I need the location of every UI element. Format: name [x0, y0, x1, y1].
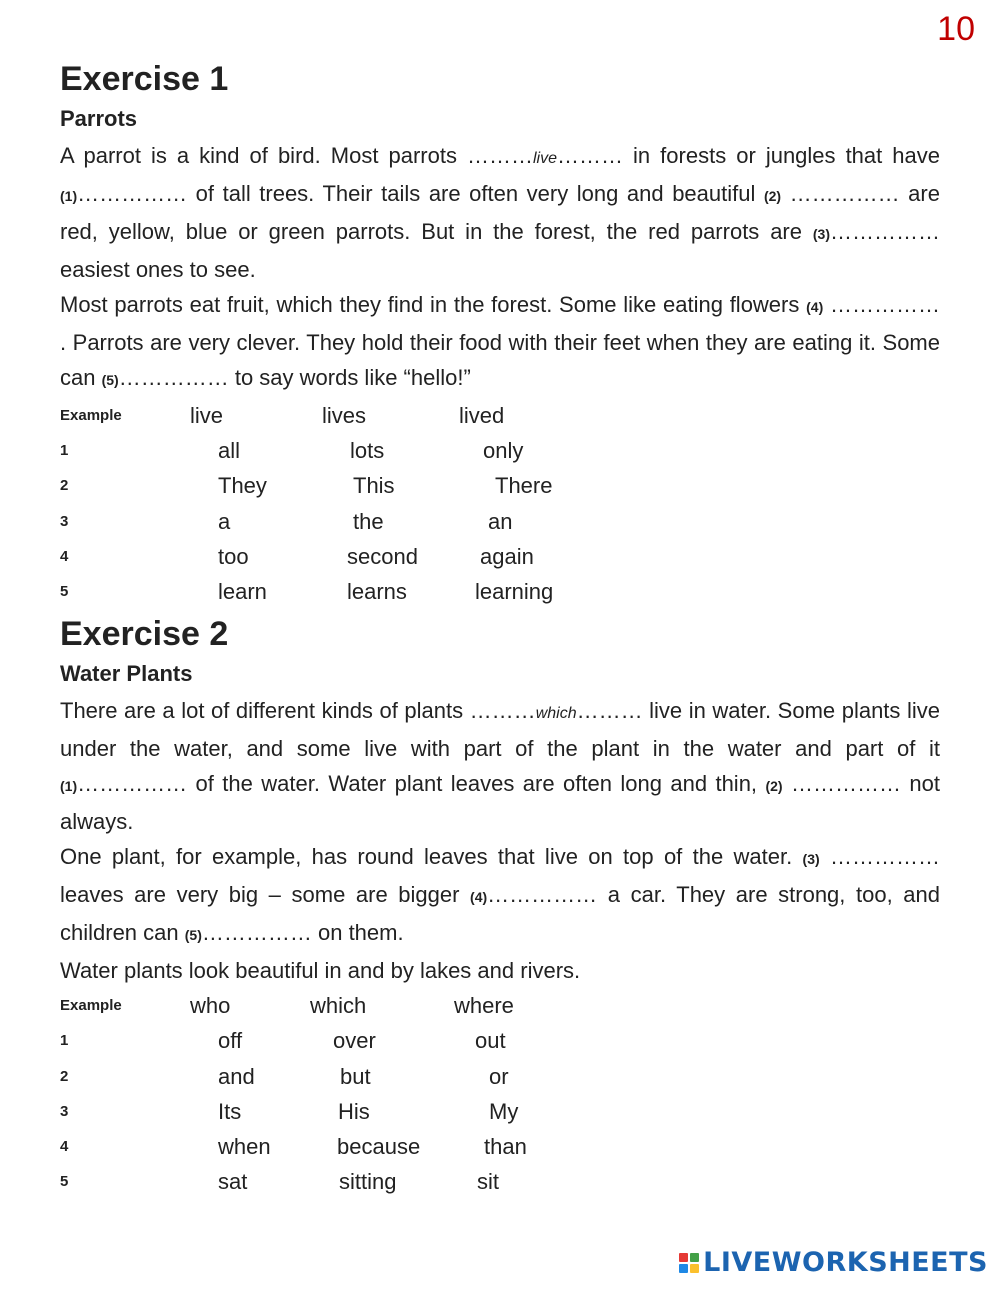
- option-c[interactable]: My: [489, 1098, 519, 1124]
- logo-square-green: [690, 1253, 699, 1262]
- option-b[interactable]: His: [338, 1098, 370, 1124]
- option-b[interactable]: because: [337, 1133, 421, 1159]
- option-c[interactable]: lived: [459, 403, 505, 428]
- gap-number-2: (2): [765, 778, 783, 795]
- option-b[interactable]: sitting: [339, 1169, 397, 1195]
- logo-square-yellow: [690, 1264, 699, 1273]
- option-a[interactable]: Its: [218, 1098, 242, 1124]
- option-row-example: [60, 398, 940, 433]
- text-segment: Most parrots eat fruit, which they find in the forest. Some like eating flowers: [60, 292, 807, 317]
- text-segment: ……… live in water. Some plants live under the water, and some live with part of the plant in the water and part of it: [60, 698, 940, 762]
- option-row-5: [60, 574, 940, 609]
- option-row-2: [60, 468, 940, 503]
- option-b[interactable]: second: [347, 543, 418, 569]
- liveworksheets-logo[interactable]: [679, 1247, 988, 1278]
- option-c[interactable]: than: [484, 1133, 527, 1159]
- text-segment: …………… a car. They are strong, too, and children can: [60, 882, 940, 946]
- text-segment: …………… of tall trees. Their tails are often very long and beautiful: [77, 181, 764, 206]
- option-label: 4: [60, 547, 69, 565]
- option-a[interactable]: all: [218, 438, 241, 464]
- option-b[interactable]: learns: [347, 578, 407, 604]
- option-a[interactable]: They: [218, 473, 267, 499]
- exercise-2-paragraph-2: [60, 839, 940, 953]
- exercise-1: [60, 58, 940, 609]
- option-a[interactable]: and: [218, 1063, 255, 1089]
- option-b[interactable]: which: [310, 993, 367, 1019]
- option-c[interactable]: sit: [477, 1169, 499, 1195]
- exercise-1-paragraph-1: [60, 138, 940, 287]
- text-segment: …………… to say words like “hello!”: [118, 365, 471, 390]
- gap-number-5: (5): [101, 372, 119, 388]
- option-b[interactable]: This: [353, 473, 395, 499]
- option-b[interactable]: lives: [322, 403, 367, 428]
- page-number: 10: [937, 10, 975, 48]
- gap-number-5: (5): [184, 927, 202, 944]
- option-b[interactable]: over: [333, 1028, 376, 1054]
- option-label: 4: [60, 1137, 69, 1155]
- option-label: 3: [60, 1102, 69, 1120]
- exercise-1-title: Exercise 1: [60, 60, 229, 98]
- option-c[interactable]: an: [488, 508, 513, 534]
- text-segment: …………… on them.: [201, 920, 404, 946]
- option-row-5: [60, 1164, 940, 1199]
- gap-number-4: (4): [470, 889, 488, 906]
- option-label: 5: [60, 582, 69, 600]
- option-a[interactable]: live: [190, 403, 224, 428]
- text-segment: …………… easiest ones to see.: [60, 219, 940, 282]
- liveworksheets-logo-icon: [679, 1253, 699, 1273]
- text-segment: …………… not always.: [60, 771, 940, 835]
- text-segment: …………… are red, yellow, blue or green parrots. But in the forest, the red parrots are: [60, 181, 940, 244]
- option-b[interactable]: but: [340, 1063, 371, 1089]
- option-row-3: [60, 504, 940, 539]
- text-segment: A parrot is a kind of bird. Most parrots ………: [60, 143, 533, 168]
- option-a[interactable]: learn: [218, 578, 267, 604]
- option-label: Example: [60, 997, 122, 1015]
- exercise-2-title: Exercise 2: [60, 615, 229, 654]
- option-a[interactable]: who: [190, 993, 231, 1019]
- option-c[interactable]: out: [475, 1028, 506, 1054]
- gap-number-3: (3): [812, 226, 830, 242]
- logo-square-red: [679, 1253, 688, 1262]
- example-answer: which: [535, 705, 577, 723]
- option-row-1: [60, 433, 940, 468]
- option-a[interactable]: too: [218, 543, 249, 569]
- option-row-example: [60, 988, 940, 1023]
- option-row-4: [60, 539, 940, 574]
- option-row-4: [60, 1129, 940, 1164]
- logo-square-blue: [679, 1264, 688, 1273]
- text-segment: ……… in forests or jungles that have: [557, 143, 941, 168]
- exercise-2-paragraph-1: [60, 693, 940, 839]
- exercise-2: [60, 613, 940, 1199]
- exercise-2-subtitle: Water Plants: [60, 661, 193, 687]
- option-row-3: [60, 1094, 940, 1129]
- text-segment: One plant, for example, has round leaves that live on top of the water.: [60, 844, 803, 870]
- option-label: 1: [60, 1032, 69, 1050]
- text-segment: …………… leaves are very big – some are bigger: [60, 844, 940, 908]
- option-a[interactable]: off: [218, 1028, 243, 1054]
- option-c[interactable]: again: [480, 543, 534, 569]
- gap-number-1: (1): [60, 188, 78, 204]
- option-label: Example: [60, 407, 122, 424]
- option-label: 1: [60, 442, 69, 460]
- option-label: 5: [60, 1173, 69, 1191]
- option-b[interactable]: the: [353, 508, 384, 534]
- option-c[interactable]: learning: [475, 578, 554, 604]
- option-a[interactable]: a: [218, 508, 231, 534]
- exercise-1-subtitle: Parrots: [60, 106, 138, 131]
- option-c[interactable]: There: [495, 473, 553, 499]
- exercise-1-options: [60, 398, 940, 609]
- text-segment: …………… of the water. Water plant leaves are often long and thin,: [77, 771, 766, 797]
- exercise-2-paragraph-3: Water plants look beautiful in and by lakes and rivers.: [60, 958, 581, 984]
- worksheet-content: [60, 58, 940, 1203]
- option-label: 3: [60, 512, 69, 530]
- gap-number-3: (3): [802, 851, 820, 868]
- option-a[interactable]: sat: [218, 1169, 248, 1195]
- text-segment: There are a lot of different kinds of plants ………: [60, 698, 536, 724]
- option-a[interactable]: when: [218, 1133, 271, 1159]
- option-row-2: [60, 1059, 940, 1094]
- text-segment: …………… . Parrots are very clever. They hold their food with their feet when they are eating it. Some can: [60, 292, 940, 390]
- gap-number-2: (2): [763, 188, 782, 204]
- option-c[interactable]: where: [454, 993, 514, 1019]
- liveworksheets-logo-text: LIVEWORKSHEETS: [703, 1247, 988, 1278]
- option-row-1: [60, 1023, 940, 1058]
- option-c[interactable]: or: [489, 1063, 509, 1089]
- option-b[interactable]: lots: [350, 438, 385, 464]
- option-c[interactable]: only: [483, 438, 524, 464]
- gap-number-4: (4): [806, 299, 824, 315]
- option-label: 2: [60, 1067, 69, 1085]
- exercise-2-options: [60, 988, 940, 1199]
- example-answer: live: [532, 150, 557, 167]
- exercise-1-paragraph-2: [60, 287, 940, 398]
- option-label: 2: [60, 477, 69, 495]
- gap-number-1: (1): [60, 778, 78, 795]
